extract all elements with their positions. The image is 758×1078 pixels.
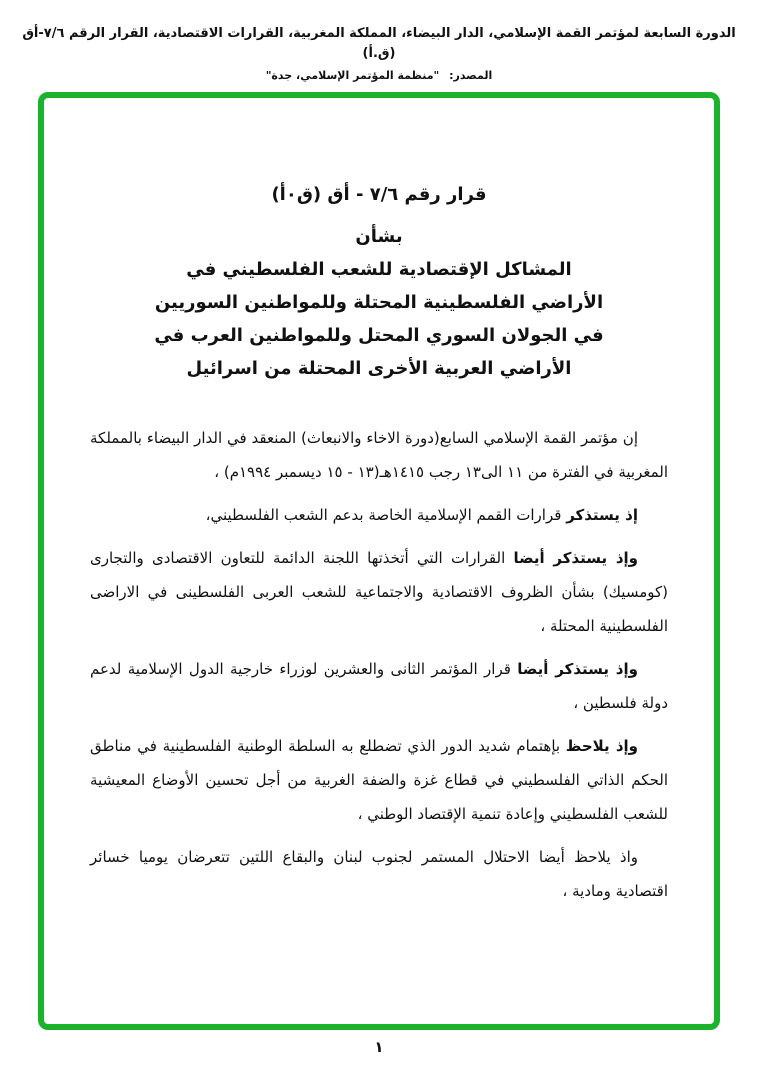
paragraph-recalling-also-1 (90, 541, 668, 643)
resolution-title-line: في الجولان السوري المحتل وللمواطنين العرب في (154, 325, 604, 346)
resolution-title-line: المشاكل الإقتصادية للشعب الفلسطيني في (186, 259, 572, 280)
paragraph-lead: وإذ يستذكر أيضا (513, 549, 638, 567)
paragraph-lead: وإذ يستذكر أيضا (517, 660, 638, 678)
resolution-body (90, 421, 668, 908)
page-number: ١ (374, 1038, 384, 1056)
paragraph-text: واذ يلاحظ أيضا الاحتلال المستمر لجنوب لبنان والبقاع اللتين تتعرضان يوميا خسائر اقتصادية ومادية ، (90, 848, 668, 900)
paragraph-preamble (90, 421, 668, 489)
paragraph-text: القرارات التي أتخذتها اللجنة الدائمة للتعاون الاقتصادى والتجارى (كومسيك) بشأن الظروف الاقتصادية والاجتماعية للشعب العربى الفلسطينى في الاراضى الفلسطينية المحتلة ، (90, 549, 668, 635)
paragraph-recalling (90, 498, 668, 532)
document-header (20, 24, 738, 84)
resolution-number-line: قرار رقم ٧/٦ - أق (ق٠أ) (271, 184, 487, 205)
header-source-value: "منظمة المؤتمر الإسلامي، جدة" (265, 69, 440, 82)
paragraph-text: بإهتمام شديد الدور الذي تضطلع به السلطة الوطنية الفلسطينية في مناطق الحكم الذاتي الفلسطيني في قطاع غزة والضفة الغربية من أجل تحسين الأوضاع المعيشية للشعب الفلسطيني وإعادة تنمية الإقتصاد الوطني ، (90, 737, 668, 823)
paragraph-recalling-also-2 (90, 652, 668, 720)
resolution-title-block (90, 178, 668, 385)
document-frame (38, 92, 720, 1030)
resolution-title-line: الأراضي الفلسطينية المحتلة وللمواطنين السوريين (154, 292, 604, 313)
paragraph-noting-also (90, 840, 668, 908)
header-citation: الدورة السابعة لمؤتمر القمة الإسلامي، الدار البيضاء، المملكة المغربية، القرارات الاقتصادية، القرار الرقم ٧/٦-أق (ق.أ) (22, 26, 736, 61)
paragraph-text: قرارات القمم الإسلامية الخاصة بدعم الشعب الفلسطيني، (205, 506, 562, 524)
paragraph-lead: وإذ يلاحظ (565, 737, 638, 755)
paragraph-text: إن مؤتمر القمة الإسلامي السابع(دورة الاخاء والانبعاث) المنعقد في الدار البيضاء بالمملكة المغربية في الفترة من ١١ الى١٣ رجب ١٤١٥هـ(١٣ - ١٥ ديسمبر ١٩٩٤م) ، (90, 429, 668, 481)
document-content (44, 98, 714, 1024)
resolution-subject-word: بشأن (355, 226, 403, 247)
paragraph-lead: إذ يستذكر (566, 506, 638, 524)
resolution-title-line: الأراضي العربية الأخرى المحتلة من اسرائيل (186, 358, 572, 379)
header-source-label: المصدر: (449, 69, 493, 82)
paragraph-noting (90, 729, 668, 831)
header-source (20, 68, 738, 84)
paragraph-text: قرار المؤتمر الثانى والعشرين لوزراء خارجية الدول الإسلامية لدعم دولة فلسطين ، (90, 660, 668, 712)
